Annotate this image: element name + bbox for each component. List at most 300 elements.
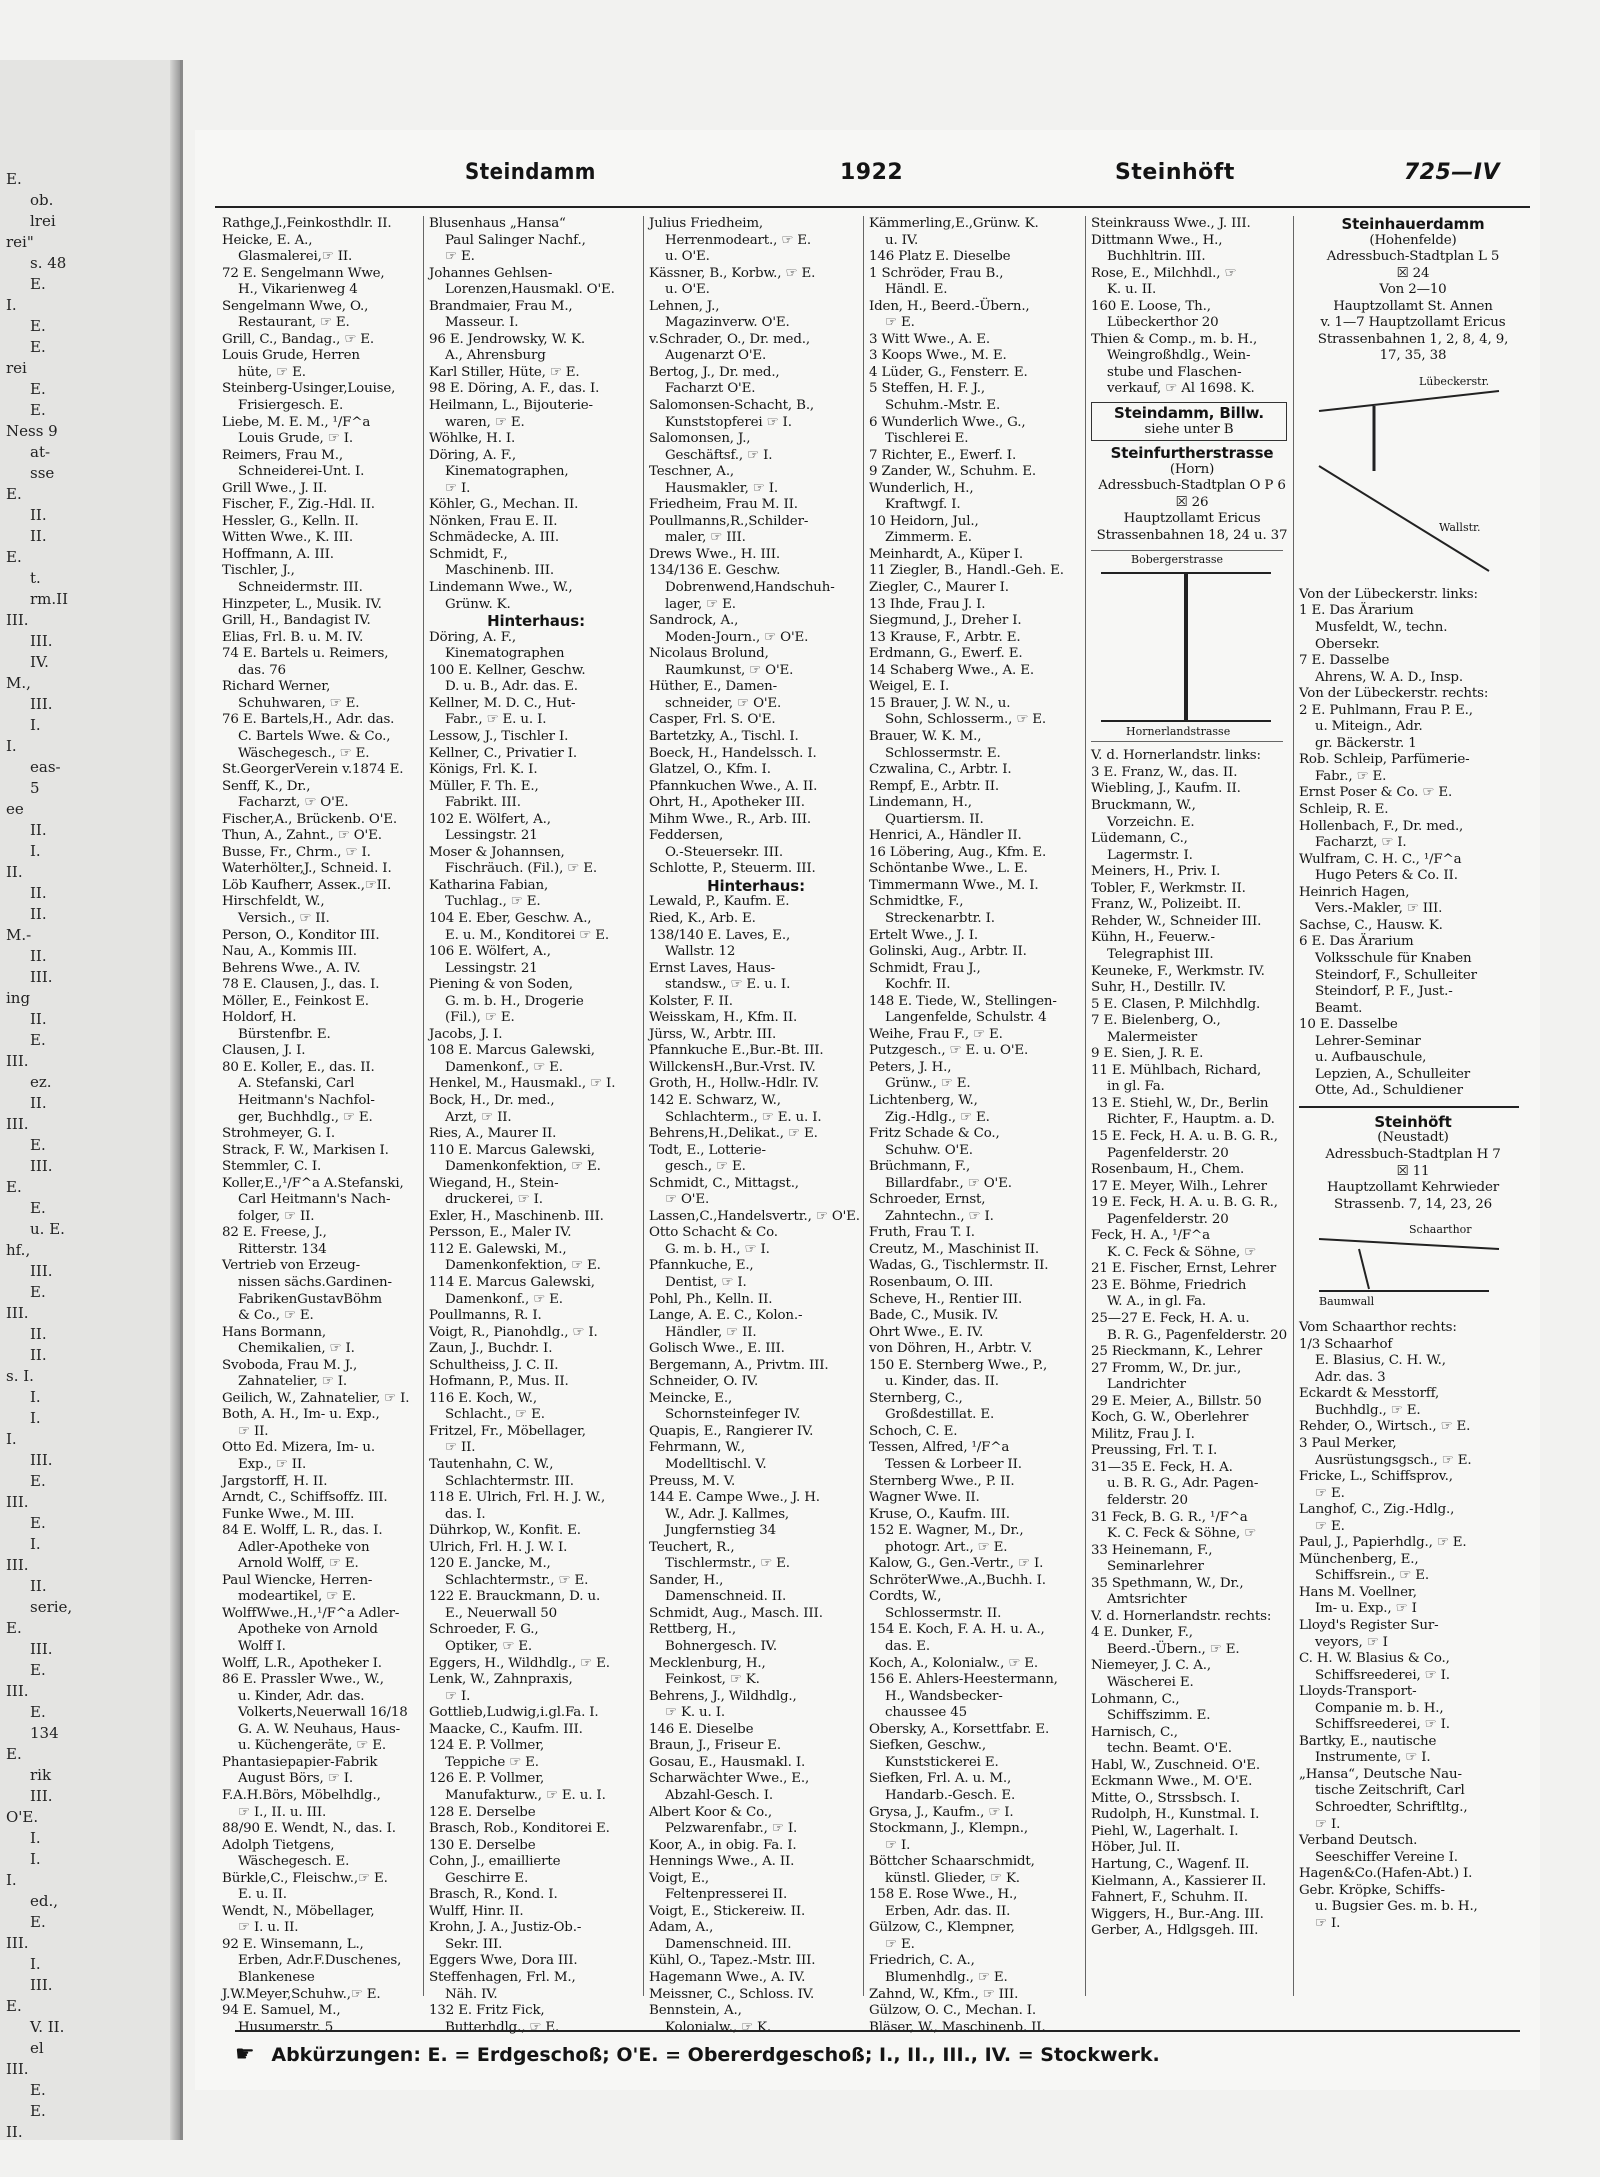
directory-entry-line: Sternberg Wwe., P. II. (869, 1473, 1015, 1489)
directory-entry-line: Butterhdlg., ☞ E. (445, 2019, 560, 2035)
directory-entry-line: Paul Salinger Nachf., (445, 232, 586, 248)
directory-entry-line: Schuhwaren, ☞ E. (238, 695, 360, 711)
directory-entry-line: V. d. Hornerlandstr. rechts: (1091, 1608, 1272, 1624)
directory-entry-line: Weigel, E. I. (869, 679, 950, 695)
directory-entry-line: Dührkop, W., Konfit. E. (429, 1523, 581, 1539)
directory-entry-line: verkauf, ☞ Al 1698. K. (1107, 381, 1255, 397)
directory-entry-line: E. u. II. (238, 1887, 287, 1903)
directory-entry-line: E., Neuerwall 50 (445, 1605, 558, 1621)
directory-entry-line: ☞ E. (1315, 1518, 1345, 1534)
directory-entry-line: Siefken, Geschw., (869, 1738, 986, 1754)
adjacent-page-line: II. (6, 863, 23, 881)
directory-entry-line: Niemeyer, J. C. A., (1091, 1658, 1211, 1674)
directory-entry-line: Löb Kaufherr, Asseк.,☞II. (222, 877, 392, 893)
directory-entry-line: 14 Schaberg Wwe., A. E. (869, 662, 1034, 678)
directory-entry-line: Golinski, Aug., Arbtr. II. (869, 944, 1027, 960)
directory-entry-line: Ohrt Wwe., E. IV. (869, 1324, 984, 1340)
directory-entry-line: Fruth, Frau T. I. (869, 1225, 975, 1241)
directory-entry-line: Blankenese (238, 1969, 315, 1985)
directory-entry-line: Höber, Jul. II. (1091, 1840, 1181, 1856)
directory-entry-line: Kolonialw., ☞ K. (665, 2019, 771, 2035)
directory-entry-line: Exler, H., Maschinenb. III. (429, 1208, 604, 1224)
directory-entry-line: folger, ☞ II. (238, 1208, 315, 1224)
directory-entry-line: Otte, Ad., Schuldiener (1315, 1083, 1463, 1099)
directory-entry-line: Telegraphist III. (1107, 946, 1214, 962)
directory-entry-line: Wagner Wwe. II. (869, 1490, 980, 1506)
directory-entry-line: Hinzpeter, L., Musik. IV. (222, 596, 382, 612)
directory-entry-line: Eggers Wwe, Dora III. (429, 1953, 578, 1969)
directory-entry-line: Schuhm.-Mstr. E. (885, 398, 1001, 414)
directory-entry-line: Kinematographen (445, 646, 565, 662)
directory-entry-line: Buchhdlg., ☞ E. (1315, 1402, 1421, 1418)
directory-entry-line: Hennings Wwe., A. II. (649, 1854, 795, 1870)
directory-entry-line: Erdmann, G., Ewerf. E. (869, 646, 1023, 662)
directory-entry-line: Albert Koor & Co., (649, 1804, 772, 1820)
directory-entry-line: Beerd.-Übern., ☞ E. (1107, 1641, 1240, 1657)
directory-entry-line: Jungfernstieg 34 (665, 1523, 777, 1539)
directory-entry-line: Billardfabr., ☞ O'E. (885, 1175, 1012, 1191)
adjacent-page-line: s. I. (6, 1367, 34, 1385)
adjacent-page-line: ez. (30, 1073, 52, 1091)
directory-entry-line: Schuhw. O'E. (885, 1142, 973, 1158)
directory-entry-line: SchröterWwe.,A.,Buchh. I. (869, 1572, 1046, 1588)
directory-entry-line: Person, O., Konditor III. (222, 927, 380, 943)
directory-entry-line: Jacobs, J. I. (429, 1026, 503, 1042)
directory-entry-line: Modelltischl. V. (665, 1457, 767, 1473)
directory-entry-line: (Neustadt) (1377, 1130, 1449, 1146)
directory-entry-line: Lloyds-Transport- (1299, 1684, 1417, 1700)
directory-entry-line: Von der Lübeckerstr. rechts: (1299, 686, 1489, 702)
adjacent-page-line: ing (6, 989, 31, 1007)
directory-entry-line: Clausen, J. I. (222, 1043, 306, 1059)
directory-entry-line: Adr. das. 3 (1315, 1369, 1386, 1385)
directory-entry-line: Strassenb. 7, 14, 23, 26 (1334, 1196, 1492, 1212)
directory-entry-line: Tuchlag., ☞ E. (445, 894, 541, 910)
map-street-line (1319, 391, 1499, 411)
adjacent-page-line: E. (6, 1997, 22, 2015)
directory-entry-line: Glasmalerei,☞ II. (238, 249, 353, 265)
directory-entry-line: Ritterstr. 134 (238, 1241, 327, 1257)
directory-entry-line: Beamt. (1315, 1000, 1363, 1016)
directory-entry-line: Wiebling, J., Kaufm. II. (1091, 781, 1241, 797)
directory-entry-line: Fehrmann, W., (649, 1440, 745, 1456)
directory-entry-line: Facharzt, ☞ I. (1315, 835, 1407, 851)
directory-entry-line: Bürkle,C., Fleischw.,☞ E. (222, 1870, 388, 1886)
directory-entry-line: 122 E. Brauckmann, D. u. (429, 1589, 601, 1605)
directory-entry-line: u. O'E. (665, 282, 710, 298)
directory-entry-line: Rettberg, H., (649, 1622, 736, 1638)
directory-entry-line: Schlossermstr. E. (885, 745, 1001, 761)
directory-entry-line: 158 E. Rose Wwe., H., (869, 1887, 1018, 1903)
directory-entry-line: Witten Wwe., K. III. (222, 530, 353, 546)
directory-entry-line: Feck, H. A., ¹/F^a (1091, 1228, 1210, 1244)
directory-entry-line: Wiegand, H., Stein- (429, 1175, 559, 1191)
directory-entry-line: Meinhardt, A., Küper I. (869, 546, 1024, 562)
directory-entry-line: Teschner, A., (649, 464, 735, 480)
directory-entry-line: Stemmler, C. I. (222, 1159, 322, 1175)
directory-entry-line: 15 E. Feck, H. A. u. B. G. R., (1091, 1128, 1278, 1144)
directory-entry-line: Grill Wwe., J. II. (222, 480, 328, 496)
directory-entry-line: 31—35 E. Feck, H. A. (1091, 1459, 1233, 1475)
directory-page (195, 130, 1540, 2090)
directory-entry-line: 1 Schröder, Frau B., (869, 265, 1004, 281)
directory-entry-line: 11 E. Mühlbach, Richard, (1091, 1062, 1262, 1078)
directory-entry-line: Ahrens, W. A. D., Insp. (1315, 669, 1463, 685)
directory-entry-line: Apotheke von Arnold (238, 1622, 378, 1638)
directory-entry-line: Hagemann Wwe., A. IV. (649, 1969, 806, 1985)
directory-entry-line: Lichtenberg, W., (869, 1092, 978, 1108)
directory-entry-line: Heitmann's Nachfol- (238, 1092, 375, 1108)
directory-entry-line: künstl. Glieder, ☞ K. (885, 1870, 1020, 1886)
directory-entry-line: Pfannkuche, E., (649, 1258, 754, 1274)
adjacent-page-line: III. (30, 1262, 53, 1280)
directory-entry-line: Optiker, ☞ E. (445, 1639, 533, 1655)
adjacent-page-line: I. (6, 296, 17, 314)
directory-entry-line: Johannes Gehlsen- (429, 265, 553, 281)
adjacent-page-line: E. (30, 1031, 46, 1049)
directory-entry-line: Hoffmann, A. III. (222, 546, 334, 562)
adjacent-page-line: lrei (30, 212, 56, 230)
directory-entry-line: 7 Richter, E., Ewerf. I. (869, 447, 1017, 463)
directory-entry-line: Großdestillat. E. (885, 1407, 995, 1423)
directory-entry-line: Möller, E., Feinkost E. (222, 993, 369, 1009)
adjacent-page-line: I. (30, 1409, 41, 1427)
directory-entry-line: Wallstr. 12 (665, 944, 736, 960)
directory-entry-line: 31 Feck, B. G. R., ¹/F^a (1091, 1509, 1248, 1525)
directory-entry-line: Meiners, H., Priv. I. (1091, 864, 1221, 880)
directory-entry-line: Fabr., ☞ E. u. I. (445, 712, 547, 728)
directory-entry-line: Arzt, ☞ II. (445, 1109, 512, 1125)
directory-entry-line: schneider, ☞ O'E. (665, 695, 782, 711)
column-4 (863, 216, 1085, 2035)
adjacent-page-line: el (30, 2039, 44, 2057)
directory-entry-line: 3 E. Franz, W., das. II. (1091, 764, 1238, 780)
directory-entry-line: 25—27 E. Feck, H. A. u. (1091, 1310, 1250, 1326)
directory-entry-line: 146 Platz E. Dieselbe (869, 249, 1011, 265)
directory-entry-line: Vorzeichn. E. (1107, 814, 1195, 830)
directory-entry-line: August Börs, ☞ I. (238, 1771, 353, 1787)
adjacent-page-line: hf., (6, 1241, 31, 1259)
directory-entry-line: ☞ I., II. u. III. (238, 1804, 327, 1820)
directory-entry-line: D. u. B., Adr. das. E. (445, 679, 578, 695)
directory-entry-line: Grill, H., Bandagist IV. (222, 613, 371, 629)
adjacent-page-line: III. (30, 695, 53, 713)
directory-entry-line: Rempf, E., Arbtr. II. (869, 778, 999, 794)
directory-entry-line: C. Bartels Wwe. & Co., (238, 728, 391, 744)
adjacent-page-line: E. (30, 2081, 46, 2099)
directory-entry-line: Damenkonfektion, ☞ E. (445, 1258, 601, 1274)
adjacent-page-line: E. (30, 2102, 46, 2120)
adjacent-page-line: E. (6, 548, 22, 566)
adjacent-page-line: I. (30, 842, 41, 860)
directory-entry-line: Liebe, M. E. M., ¹/F^a (222, 414, 371, 430)
directory-entry-line: lager, ☞ E. (665, 596, 736, 612)
directory-entry-line: Hofmann, P., Mus. II. (429, 1374, 569, 1390)
directory-entry-line: 35 Spethmann, W., Dr., (1091, 1575, 1244, 1591)
abbreviations-footer (235, 2030, 1520, 2067)
header-rule (215, 206, 1530, 208)
directory-entry-line: Quapis, E., Rangierer IV. (649, 1423, 814, 1439)
directory-entry-line: 1 E. Das Ärarium (1299, 603, 1414, 619)
directory-entry-line: Bertog, J., Dr. med., (649, 364, 780, 380)
directory-entry-line: Blusenhaus „Hansa“ (429, 216, 566, 231)
directory-entry-line: das. 76 (238, 662, 286, 678)
directory-entry-line: Bergemann, A., Privtm. III. (649, 1357, 829, 1373)
page-number: 725—IV (1403, 160, 1500, 185)
map-label: Wallstr. (1439, 520, 1481, 534)
adjacent-page-line: E. (30, 317, 46, 335)
street-heading: Steinfurtherstrasse (1110, 444, 1274, 463)
directory-entry-line: Seeschiffer Vereine I. (1315, 1849, 1458, 1865)
directory-entry-line: Wäschegesch. E. (238, 1854, 350, 1870)
directory-entry-line: Strassenbahnen 1, 2, 8, 4, 9, (1317, 331, 1509, 347)
directory-entry-line: Masseur. I. (445, 315, 519, 331)
adjacent-page-line: I. (30, 1388, 41, 1406)
directory-entry-line: Companie m. b. H., (1315, 1700, 1444, 1716)
directory-entry-line: Richter, F., Hauptm. a. D. (1107, 1112, 1275, 1128)
directory-entry-line: Landrichter (1107, 1377, 1186, 1393)
adjacent-page-line: E. (30, 1514, 46, 1532)
adjacent-page-line: ed., (30, 1892, 59, 1910)
directory-entry-line: 15 Brauer, J. W. N., u. (869, 695, 1011, 711)
directory-entry-line: Poullmanns, R. I. (429, 1308, 542, 1324)
directory-entry-line: G. A. W. Neuhaus, Haus- (238, 1721, 400, 1737)
directory-entry-line: Sternberg, C., (869, 1390, 963, 1406)
adjacent-page-line: sse (30, 464, 55, 482)
directory-entry-line: Lübeckerthor 20 (1107, 315, 1219, 331)
directory-entry-line: Köhler, G., Mechan. II. (429, 497, 579, 513)
directory-entry-line: Bartky, E., nautische (1299, 1733, 1437, 1749)
directory-entry-line: v. 1—7 Hauptzollamt Ericus (1320, 315, 1506, 331)
directory-entry-line: Wäscherei E. (1107, 1675, 1194, 1691)
directory-entry-line: Facharzt O'E. (665, 381, 756, 397)
directory-entry-line: Moser & Johannsen, (429, 844, 565, 860)
directory-entry-line: Katharina Fabian, (429, 877, 549, 893)
adjacent-page-line: II. (30, 1577, 47, 1595)
directory-entry-line: Hüther, E., Damen- (649, 679, 778, 695)
directory-entry-line: Grünw. K. (445, 596, 511, 612)
adjacent-page-line: at- (30, 443, 51, 461)
adjacent-page-line: II. (30, 1325, 47, 1343)
directory-entry-line: Kolster, F. II. (649, 993, 733, 1009)
directory-entry-line: Wulfram, C. H. C., ¹/F^a (1299, 851, 1462, 867)
directory-entry-line: Koch, G. W., Oberlehrer (1091, 1410, 1249, 1426)
directory-entry-line: Eggers, H., Wildhdlg., ☞ E. (429, 1655, 610, 1671)
directory-entry-line: Gottlieb,Ludwig,i.gl.Fa. I. (429, 1705, 599, 1721)
directory-entry-line: Hirschfeldt, W., (222, 894, 325, 910)
directory-entry-line: Lessow, J., Tischler I. (429, 728, 569, 744)
directory-entry-line: Ertelt Wwe., J. I. (869, 927, 979, 943)
directory-entry-line: WolffWwe.,H.,¹/F^a Adler- (222, 1605, 400, 1621)
directory-entry-line: Sengelmann Wwe, O., (222, 298, 369, 314)
directory-entry-line: Golisch Wwe., E. III. (649, 1341, 785, 1357)
directory-entry-line: Grill, C., Bandag., ☞ E. (222, 331, 375, 347)
directory-entry-line: Fischer,A., Brückenb. O'E. (222, 811, 398, 827)
directory-entry-line: Streckenarbtr. I. (885, 910, 995, 926)
directory-entry-line: 21 E. Fischer, Ernst, Lehrer (1091, 1261, 1277, 1277)
directory-entry-line: Rathge,J.,Feinkosthdlr. II. (222, 216, 392, 231)
directory-entry-line: WillckensH.,Bur.-Vrst. IV. (649, 1059, 816, 1075)
directory-entry-line: Tischlerei E. (885, 431, 969, 447)
directory-entry-line: Steffenhagen, Frl. M., (429, 1969, 576, 1985)
directory-entry-line: u. O'E. (665, 249, 710, 265)
directory-entry-line: Arndt, C., Schiffsoffz. III. (222, 1490, 388, 1506)
directory-entry-line: FabrikenGustavBöhm (238, 1291, 382, 1307)
directory-entry-line: Pfannkuche E.,Bur.-Bt. III. (649, 1043, 824, 1059)
directory-entry-line: Schmidt, Frau J., (869, 960, 981, 976)
directory-entry-line: Heicke, E. A., (222, 232, 313, 248)
directory-entry-line: Braun, J., Friseur E. (649, 1738, 782, 1754)
directory-entry-line: 138/140 E. Laves, E., (649, 927, 791, 943)
adjacent-page-line: V. II. (30, 2018, 65, 2036)
directory-entry-line: Versich., ☞ II. (238, 910, 330, 926)
directory-entry-line: & Co., ☞ E. (238, 1308, 314, 1324)
directory-entry-line: Schultheiss, J. C. II. (429, 1357, 559, 1373)
directory-entry-line: Obersekr. (1315, 636, 1380, 652)
directory-entry-line: Fabr., ☞ E. (1315, 768, 1387, 784)
directory-entry-line: Chemikalien, ☞ I. (238, 1341, 355, 1357)
directory-entry-line: Creutz, M., Maschinist II. (869, 1241, 1039, 1257)
directory-entry-line: ger, Buchhdlg., ☞ E. (238, 1109, 373, 1125)
directory-entry-line: Thun, A., Zahnt., ☞ O'E. (222, 828, 382, 844)
column-1 (217, 216, 423, 2035)
directory-entry-line: Maacke, C., Kaufm. III. (429, 1721, 583, 1737)
directory-entry-line: Blumenhdlg., ☞ E. (885, 1969, 1008, 1985)
column-2 (423, 216, 643, 2035)
directory-entry-line: H., Wandsbecker- (885, 1688, 1003, 1704)
directory-entry-line: Preussing, Frl. T. I. (1091, 1443, 1218, 1459)
adjacent-page-line: rei (6, 359, 27, 377)
directory-entry-line: Julius Friedheim, (649, 216, 764, 231)
directory-entry-line: 128 E. Derselbe (429, 1804, 536, 1820)
map-label: Lübeckerstr. (1419, 374, 1490, 388)
directory-entry-line: Erben, Adr.F.Duschenes, (238, 1953, 402, 1969)
directory-entry-line: Vers.-Makler, ☞ III. (1315, 901, 1443, 917)
directory-entry-line: 17, 35, 38 (1379, 348, 1447, 364)
directory-entry-line: Eckmann Wwe., M. O'E. (1091, 1774, 1253, 1790)
directory-entry-line: chaussee 45 (885, 1705, 967, 1721)
directory-entry-line: Schneidermstr. III. (238, 580, 363, 596)
directory-entry-line: 124 E. P. Vollmer, (429, 1738, 545, 1754)
directory-entry-line: K. C. Feck & Söhne, ☞ (1107, 1526, 1257, 1542)
directory-entry-line: Koch, A., Kolonialw., ☞ E. (869, 1655, 1039, 1671)
directory-entry-line: u. Küchengeräte, ☞ E. (238, 1738, 386, 1754)
directory-entry-line: Moden-Journ., ☞ O'E. (665, 629, 809, 645)
adjacent-page-line: ee (6, 800, 24, 818)
directory-entry-line: Augenarzt O'E. (665, 348, 767, 364)
directory-entry-line: ☒ 11 (1396, 1163, 1430, 1179)
map-street-line (1359, 1249, 1369, 1289)
directory-entry-line: Harnisch, C., (1091, 1724, 1178, 1740)
directory-entry-line: druckerei, ☞ I. (445, 1192, 543, 1208)
directory-entry-line: Steindorf, P. F., Just.- (1315, 984, 1453, 1000)
directory-entry-line: Geschirre E. (445, 1870, 529, 1886)
directory-entry-line: Fricke, L., Schiffsprov., (1299, 1469, 1453, 1485)
directory-entry-line: Tessen & Lorbeer II. (885, 1457, 1022, 1473)
directory-entry-line: Schroeder, Ernst, (869, 1192, 986, 1208)
adjacent-page-line: IV. (30, 653, 49, 671)
map-label: Schaarthor (1409, 1223, 1472, 1237)
directory-entry-line: 84 E. Wolff, L. R., das. I. (222, 1523, 383, 1539)
directory-entry-line: in gl. Fa. (1107, 1079, 1165, 1095)
directory-entry-line: Behrens,H.,Delikat., ☞ E. (649, 1126, 818, 1142)
directory-entry-line: 120 E. Jancke, M., (429, 1556, 551, 1572)
directory-entry-line: Gülzow, O. C., Mechan. I. (869, 2003, 1037, 2019)
directory-entry-line: u. Miteign., Adr. (1315, 719, 1423, 735)
directory-entry-line: Schiffsrein., ☞ E. (1315, 1568, 1429, 1584)
directory-entry-line: Voigt, E., (649, 1870, 710, 1886)
directory-entry-line: Steinberg-Usinger,Louise, (222, 381, 396, 397)
directory-entry-line: Mihm Wwe., R., Arb. III. (649, 811, 812, 827)
section-divider (1299, 1106, 1519, 1108)
directory-entry-line: Lewald, P., Kaufm. E. (649, 894, 790, 910)
directory-entry-line: Cordts, W., (869, 1589, 942, 1605)
directory-entry-line: Tischler, J., (222, 563, 295, 579)
directory-entry-line: Hagen&Co.(Hafen-Abt.) I. (1299, 1866, 1473, 1882)
adjacent-page-line: III. (30, 1787, 53, 1805)
adjacent-page-line: 134 (30, 1724, 59, 1742)
directory-entry-line: Lessingstr. 21 (445, 960, 538, 976)
directory-entry-line: ☞ I. (1315, 1816, 1341, 1832)
adjacent-page-line: E. (30, 1661, 46, 1679)
adjacent-page-line: eas- (30, 758, 61, 776)
directory-entry-line: Krohn, J. A., Justiz-Ob.- (429, 1920, 582, 1936)
directory-entry-line: Elias, Frl. B. u. M. IV. (222, 629, 364, 645)
directory-entry-line: Kässner, B., Korbw., ☞ E. (649, 265, 816, 281)
directory-entry-line: v.Schrader, O., Dr. med., (649, 331, 810, 347)
directory-entry-line: Amtsrichter (1107, 1592, 1187, 1608)
directory-entry-line: Pagenfelderstr. 20 (1107, 1211, 1229, 1227)
directory-entry-line: Salomonsen, J., (649, 431, 751, 447)
directory-entry-line: Rudolph, H., Kunstmal. I. (1091, 1807, 1260, 1823)
map-street-line (1319, 1239, 1499, 1249)
adjacent-page-line: E. (30, 275, 46, 293)
directory-entry-line: ☞ E. (885, 1936, 915, 1952)
directory-entry-line: Adam, A., (649, 1920, 714, 1936)
directory-entry-line: Ausrüstungsgsch., ☞ E. (1315, 1452, 1472, 1468)
directory-entry-line: Schiffsreederei, ☞ I. (1315, 1717, 1450, 1733)
directory-entry-line: 33 Heinemann, F., (1091, 1542, 1213, 1558)
adjacent-page-line: III. (6, 611, 29, 629)
directory-entry-line: photogr. Art., ☞ E. (885, 1539, 1008, 1555)
directory-entry-line: Damenkonf., ☞ E. (445, 1059, 563, 1075)
directory-entry-line: Thien & Comp., m. b. H., (1091, 331, 1258, 347)
directory-entry-line: Wäschegesch., ☞ E. (238, 745, 370, 761)
directory-entry-line: Behrens Wwe., A. IV. (222, 960, 361, 976)
directory-entry-line: Strassenbahnen 18, 24 u. 37 (1096, 527, 1288, 543)
box-title: Steindamm, Billw. (1114, 404, 1264, 423)
directory-entry-line: Hans Bormann, (222, 1324, 326, 1340)
directory-entry-line: Rehder, W., Schneider III. (1091, 913, 1262, 929)
directory-entry-line: O.-Steuersekr. III. (665, 844, 784, 860)
directory-entry-line: 9 Zander, W., Schuhm. E. (869, 464, 1037, 480)
directory-entry-line: 94 E. Samuel, M., (222, 2003, 341, 2019)
directory-entry-line: Grünw., ☞ E. (885, 1076, 971, 1092)
directory-entry-line: Timmermann Wwe., M. I. (869, 877, 1039, 893)
directory-entry-line: ☞ II. (445, 1440, 476, 1456)
directory-entry-line: Obersky, A., Korsettfabr. E. (869, 1721, 1050, 1737)
directory-entry-line: Schiffsreederei, ☞ I. (1315, 1667, 1450, 1683)
directory-entry-line: E. Blasius, C. H. W., (1315, 1353, 1446, 1369)
directory-entry-line: standsw., ☞ E. u. I. (665, 977, 791, 993)
directory-entry-line: Funke Wwe., M. III. (222, 1506, 355, 1522)
directory-entry-line: Reimers, Frau M., (222, 447, 343, 463)
directory-entry-line: Wadas, G., Tischlermstr. II. (869, 1258, 1049, 1274)
directory-entry-line: (Fil.), ☞ E. (445, 1010, 515, 1026)
directory-entry-line: Groth, H., Hollw.-Hdlr. IV. (649, 1076, 819, 1092)
directory-entry-line: Damenkonfektion, ☞ E. (445, 1159, 601, 1175)
directory-entry-line: Kühn, H., Feuerw.- (1091, 930, 1215, 946)
